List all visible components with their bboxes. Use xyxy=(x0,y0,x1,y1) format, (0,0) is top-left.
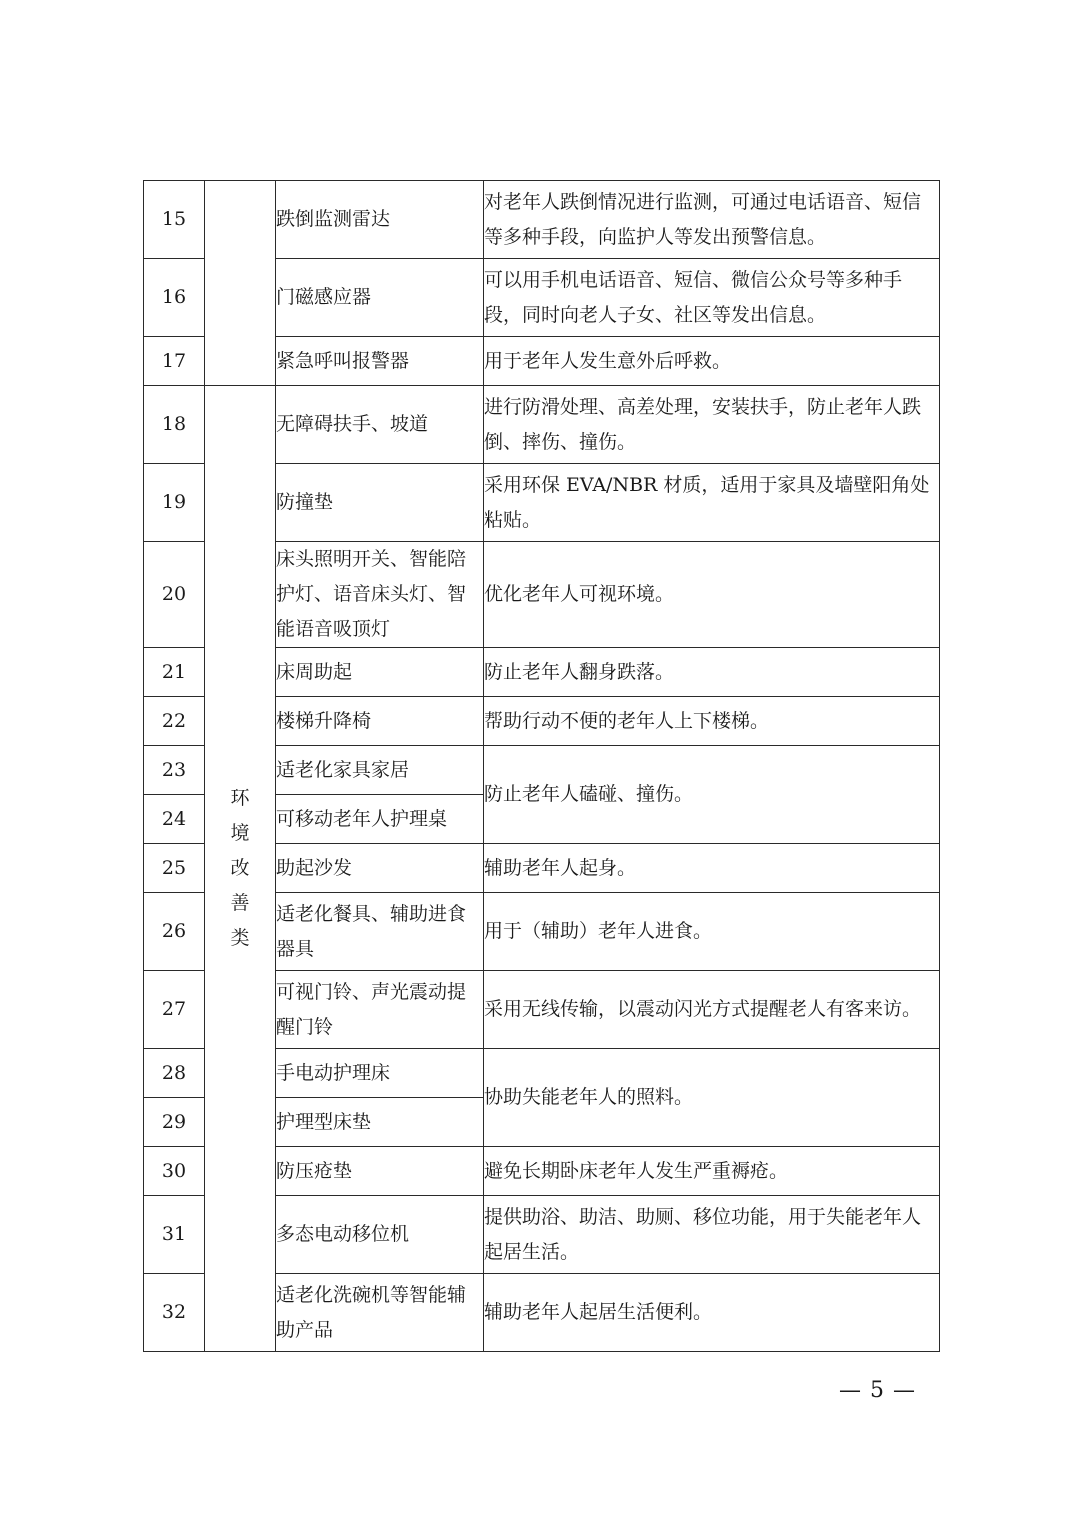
row-number: 19 xyxy=(144,464,205,542)
product-name: 床头照明开关、智能陪护灯、语音床头灯、智能语音吸顶灯 xyxy=(276,542,484,648)
product-description: 可以用手机电话语音、短信、微信公众号等多种手段，同时向老人子女、社区等发出信息。 xyxy=(484,259,940,337)
product-name: 适老化餐具、辅助进食器具 xyxy=(276,893,484,971)
page-number: — 5 — xyxy=(839,1378,916,1403)
row-number: 28 xyxy=(144,1049,205,1098)
row-number: 30 xyxy=(144,1147,205,1196)
row-number: 21 xyxy=(144,648,205,697)
product-name: 助起沙发 xyxy=(276,844,484,893)
row-number: 17 xyxy=(144,337,205,386)
product-description: 避免长期卧床老年人发生严重褥疮。 xyxy=(484,1147,940,1196)
product-name: 床周助起 xyxy=(276,648,484,697)
table-row xyxy=(144,386,940,464)
product-table xyxy=(143,180,940,1352)
product-name: 护理型床垫 xyxy=(276,1098,484,1147)
product-name: 紧急呼叫报警器 xyxy=(276,337,484,386)
row-number: 26 xyxy=(144,893,205,971)
product-name: 无障碍扶手、坡道 xyxy=(276,386,484,464)
product-description: 防止老年人翻身跌落。 xyxy=(484,648,940,697)
row-number: 16 xyxy=(144,259,205,337)
row-number: 29 xyxy=(144,1098,205,1147)
product-name: 适老化洗碗机等智能辅助产品 xyxy=(276,1274,484,1352)
product-description: 防止老年人磕碰、撞伤。 xyxy=(484,746,940,844)
product-name: 防撞垫 xyxy=(276,464,484,542)
row-number: 15 xyxy=(144,181,205,259)
product-description: 进行防滑处理、高差处理，安装扶手，防止老年人跌倒、摔伤、撞伤。 xyxy=(484,386,940,464)
product-name: 门磁感应器 xyxy=(276,259,484,337)
row-number: 24 xyxy=(144,795,205,844)
category-cell xyxy=(205,386,276,1352)
product-description: 辅助老年人起身。 xyxy=(484,844,940,893)
product-name: 跌倒监测雷达 xyxy=(276,181,484,259)
row-number: 32 xyxy=(144,1274,205,1352)
product-name: 楼梯升降椅 xyxy=(276,697,484,746)
product-description: 提供助浴、助洁、助厕、移位功能，用于失能老年人起居生活。 xyxy=(484,1196,940,1274)
row-number: 18 xyxy=(144,386,205,464)
product-description: 用于老年人发生意外后呼救。 xyxy=(484,337,940,386)
row-number: 25 xyxy=(144,844,205,893)
product-name: 适老化家具家居 xyxy=(276,746,484,795)
product-description: 采用无线传输，以震动闪光方式提醒老人有客来访。 xyxy=(484,971,940,1049)
category-label: 环境改善类 xyxy=(230,787,250,949)
row-number: 27 xyxy=(144,971,205,1049)
product-name: 可视门铃、声光震动提醒门铃 xyxy=(276,971,484,1049)
product-description: 对老年人跌倒情况进行监测，可通过电话语音、短信等多种手段，向监护人等发出预警信息。 xyxy=(484,181,940,259)
category-cell-empty xyxy=(205,181,276,386)
product-name: 可移动老年人护理桌 xyxy=(276,795,484,844)
table-row xyxy=(144,181,940,259)
product-description: 采用环保 EVA/NBR 材质，适用于家具及墙壁阳角处粘贴。 xyxy=(484,464,940,542)
row-number: 23 xyxy=(144,746,205,795)
product-description: 辅助老年人起居生活便利。 xyxy=(484,1274,940,1352)
row-number: 22 xyxy=(144,697,205,746)
product-description: 用于（辅助）老年人进食。 xyxy=(484,893,940,971)
product-description: 优化老年人可视环境。 xyxy=(484,542,940,648)
row-number: 31 xyxy=(144,1196,205,1274)
row-number: 20 xyxy=(144,542,205,648)
product-name: 防压疮垫 xyxy=(276,1147,484,1196)
product-name: 多态电动移位机 xyxy=(276,1196,484,1274)
product-description: 帮助行动不便的老年人上下楼梯。 xyxy=(484,697,940,746)
product-name: 手电动护理床 xyxy=(276,1049,484,1098)
product-description: 协助失能老年人的照料。 xyxy=(484,1049,940,1147)
